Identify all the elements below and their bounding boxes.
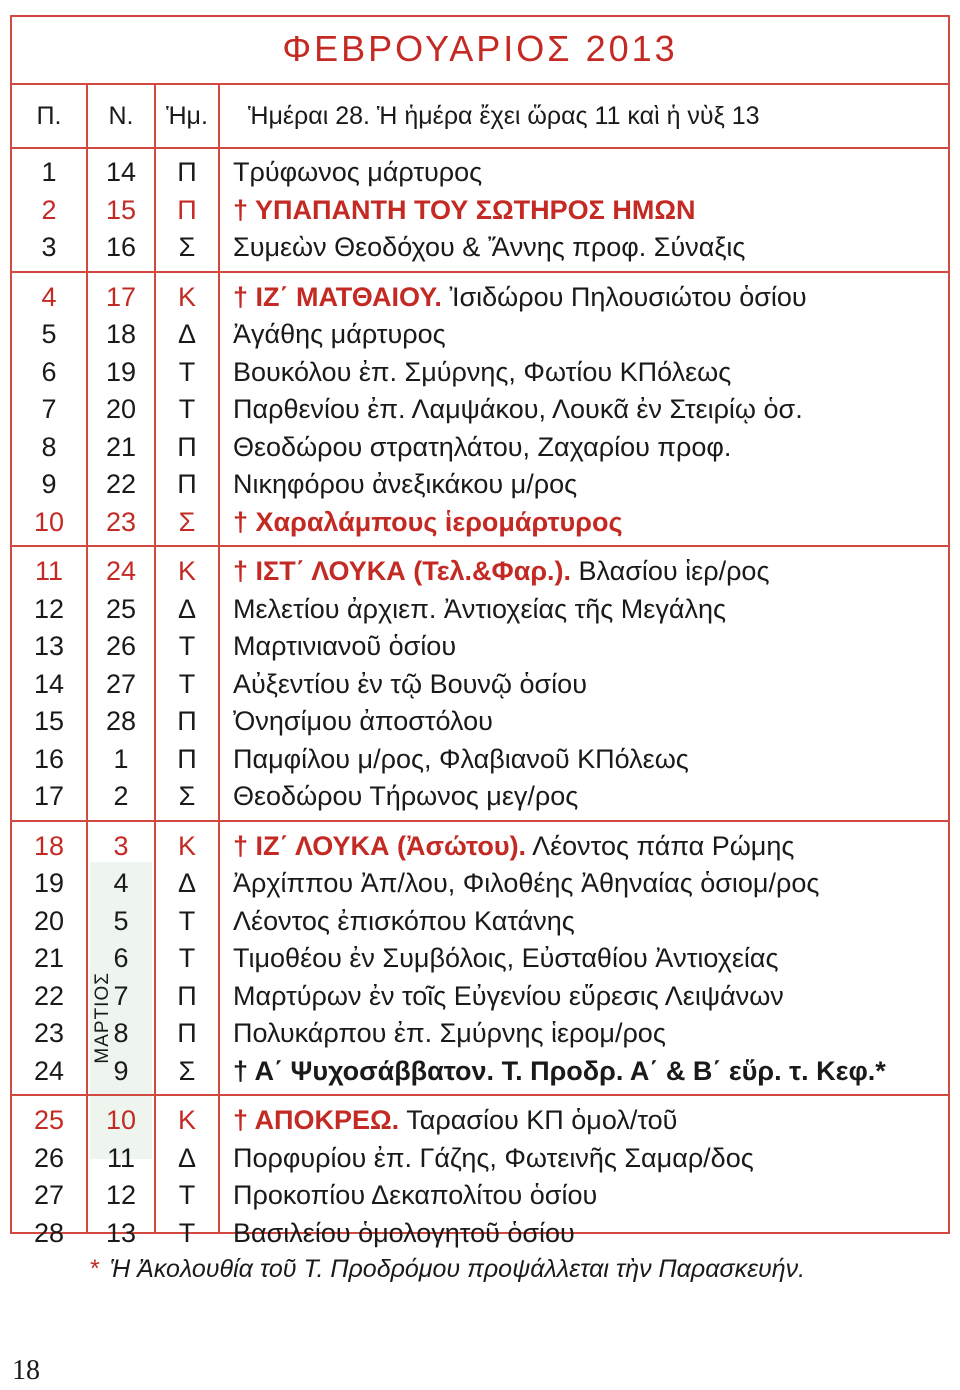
day-number-feb: 17	[33, 781, 65, 811]
march-label: ΜΑΡΤΙΟΣ	[92, 972, 113, 1064]
footnote-star: *	[90, 1255, 100, 1283]
day-row	[12, 903, 948, 940]
day-row	[12, 1102, 948, 1139]
day-row	[12, 703, 948, 740]
weekday-letter: Π	[177, 157, 197, 187]
calendar-frame	[10, 15, 950, 1248]
day-number-feb: 13	[33, 631, 65, 661]
weekday-letter: Κ	[177, 1105, 196, 1135]
feast-text	[233, 741, 689, 778]
header-col-p: Π.	[36, 102, 62, 130]
feast-highlight: † ΙΖ΄ ΛΟΥΚΑ (Ἀσώτου).	[233, 830, 527, 861]
day-number-feb: 2	[41, 194, 57, 225]
feast-text	[233, 1053, 886, 1090]
feast-text	[233, 778, 578, 815]
day-number-old: 4	[113, 868, 129, 898]
feast-saints: Νικηφόρου ἀνεξικάκου μ/ρος	[233, 469, 578, 499]
footnote-text: Ἡ Ἀκολουθία τοῦ Τ. Προδρόμου προψάλλεται τὴν Παρασκευήν.	[109, 1255, 806, 1283]
feast-text	[233, 1177, 597, 1214]
feast-highlight: † ΑΠΟΚΡΕΩ.	[233, 1105, 400, 1135]
day-row	[12, 978, 948, 1015]
day-number-feb: 4	[41, 281, 57, 312]
feast-text	[233, 1102, 677, 1139]
weekday-letter: Τ	[178, 668, 196, 699]
feast-saints: Συμεὼν Θεοδόχου & Ἄννης προφ. Σύναξις	[233, 232, 746, 262]
week-separator	[12, 545, 948, 547]
day-number-old: 24	[105, 556, 137, 586]
day-number-feb: 26	[33, 1142, 65, 1173]
day-number-old: 11	[106, 1142, 136, 1173]
weekday-letter: Π	[177, 743, 197, 774]
weekday-letter: Δ	[177, 593, 197, 624]
day-number-old: 25	[105, 593, 137, 624]
day-number-feb: 20	[33, 905, 65, 936]
day-number-feb: 1	[41, 157, 57, 187]
day-number-old: 28	[105, 706, 137, 736]
weekday-letter: Π	[177, 469, 197, 499]
weekday-letter: Π	[177, 194, 197, 225]
day-number-old: 16	[105, 232, 137, 262]
feast-text	[233, 154, 482, 191]
day-number-feb: 14	[33, 668, 65, 699]
header-info: Ἡμέραι 28. Ἡ ἡμέρα ἔχει ὥρας 11 καὶ ἡ νὺξ 13	[248, 102, 760, 130]
feast-highlight: † ΙΖ΄ ΜΑΤΘΑΙΟΥ.	[233, 281, 442, 312]
day-row	[12, 504, 948, 541]
weekday-letter: Τ	[178, 1217, 196, 1248]
day-number-feb: 9	[41, 469, 57, 499]
feast-saints: Ἀγάθης μάρτυρος	[233, 319, 446, 349]
day-row	[12, 316, 948, 353]
day-number-old: 27	[105, 668, 137, 699]
page-number: 18	[12, 1355, 40, 1386]
feast-text	[233, 940, 779, 977]
day-number-feb: 22	[33, 980, 65, 1011]
day-number-old: 23	[105, 506, 137, 537]
feast-saints: Ὀνησίμου ἀποστόλου	[233, 706, 493, 736]
day-number-old: 17	[105, 281, 137, 312]
day-number-old: 10	[105, 1105, 137, 1135]
day-row	[12, 1053, 948, 1090]
feast-saints: Ταρασίου ΚΠ ὁμολ/τοῦ	[399, 1105, 678, 1135]
day-row	[12, 154, 948, 191]
feast-saints: Βλασίου ἱερ/ρος	[571, 556, 770, 586]
feast-text	[233, 591, 726, 628]
day-row	[12, 778, 948, 815]
feast-text	[233, 192, 695, 229]
feast-saints: Προκοπίου Δεκαπολίτου ὁσίου	[233, 1180, 598, 1210]
week-separator	[12, 820, 948, 822]
weekday-letter: Τ	[178, 905, 196, 936]
day-row	[12, 279, 948, 316]
week-separator	[12, 1094, 948, 1096]
day-number-feb: 16	[33, 743, 65, 774]
day-number-old: 20	[105, 394, 137, 424]
day-number-feb: 10	[33, 506, 65, 537]
day-number-old: 26	[105, 631, 137, 661]
weekday-letter: Σ	[178, 1055, 196, 1086]
day-number-feb: 11	[34, 556, 64, 586]
day-number-feb: 18	[33, 830, 65, 861]
weekday-letter: Κ	[177, 281, 196, 312]
feast-text	[233, 978, 784, 1015]
day-row	[12, 1140, 948, 1177]
feast-saints: Αὐξεντίου ἐν τῷ Βουνῷ ὁσίου	[233, 668, 587, 699]
day-row	[12, 192, 948, 229]
week-separator	[12, 271, 948, 273]
day-number-old: 8	[113, 1018, 129, 1048]
feast-saints: Πολυκάρπου ἐπ. Σμύρνης ἱερομ/ρος	[233, 1018, 666, 1048]
feast-text	[233, 553, 769, 590]
page-title: ΦΕΒΡΟΥΑΡΙΟΣ 2013	[12, 17, 948, 85]
feast-text	[233, 279, 807, 316]
feast-text	[233, 391, 803, 428]
day-row	[12, 828, 948, 865]
feast-saints: Τιμοθέου ἐν Συμβόλοις, Εὐσταθίου Ἀντιοχείας	[233, 943, 779, 973]
feast-saints: Βουκόλου ἐπ. Σμύρνης, Φωτίου ΚΠόλεως	[233, 356, 732, 387]
weekday-letter: Τ	[178, 356, 196, 387]
feast-text	[233, 1140, 754, 1177]
day-number-feb: 23	[33, 1018, 65, 1048]
day-number-feb: 7	[41, 394, 57, 424]
day-row	[12, 1177, 948, 1214]
day-number-old: 15	[105, 194, 137, 225]
weekday-letter: Τ	[178, 631, 196, 661]
weekday-letter: Τ	[178, 943, 196, 973]
day-number-feb: 28	[33, 1217, 65, 1248]
feast-saints: Πορφυρίου ἐπ. Γάζης, Φωτεινῆς Σαμαρ/δος	[233, 1142, 754, 1173]
day-row	[12, 591, 948, 628]
day-row	[12, 1215, 948, 1252]
day-row	[12, 354, 948, 391]
weekday-letter: Π	[177, 980, 197, 1011]
feast-saints: Λέοντος πάπα Ρώμης	[526, 830, 795, 861]
feast-saints: Βασιλείου ὁμολογητοῦ ὁσίου	[233, 1217, 575, 1248]
feast-text	[233, 1015, 666, 1052]
day-number-feb: 21	[33, 943, 65, 973]
feast-text	[233, 903, 575, 940]
feast-text	[233, 466, 577, 503]
day-row	[12, 628, 948, 665]
day-row	[12, 865, 948, 902]
feast-text	[233, 429, 731, 466]
day-number-old: 1	[113, 743, 129, 774]
feast-saints: Θεοδώρου Τήρωνος μεγ/ρος	[233, 781, 579, 811]
day-number-old: 18	[105, 319, 137, 349]
weekday-letter: Κ	[177, 556, 196, 586]
day-number-feb: 6	[41, 356, 57, 387]
header-col-day: Ἡμ.	[166, 102, 208, 130]
feast-saints: Τρύφωνος μάρτυρος	[233, 157, 483, 187]
feast-saints: Ἰσιδώρου Πηλουσιώτου ὁσίου	[441, 281, 807, 312]
feast-text	[233, 703, 493, 740]
day-number-feb: 27	[33, 1180, 65, 1210]
day-row	[12, 741, 948, 778]
weekday-letter: Π	[177, 706, 197, 736]
day-number-old: 13	[105, 1217, 137, 1248]
day-number-old: 22	[105, 469, 137, 499]
day-number-old: 7	[113, 980, 129, 1011]
day-number-feb: 15	[33, 706, 65, 736]
feast-saints: † Α΄ Ψυχοσάββατον. Τ. Προδρ. Α΄ & Β΄ εὕρ. τ. Κεφ.*	[233, 1055, 886, 1086]
header-col-n: Ν.	[108, 102, 134, 130]
day-number-old: 9	[113, 1055, 129, 1086]
feast-highlight: † ΙΣΤ΄ ΛΟΥΚΑ (Τελ.&Φαρ.).	[233, 556, 572, 586]
weekday-letter: Σ	[178, 232, 196, 262]
day-number-feb: 5	[41, 319, 57, 349]
day-number-feb: 24	[33, 1055, 65, 1086]
day-row	[12, 666, 948, 703]
feast-text	[233, 628, 456, 665]
feast-text	[233, 828, 794, 865]
feast-text	[233, 354, 731, 391]
day-number-feb: 8	[41, 431, 57, 462]
weekday-letter: Δ	[177, 1142, 197, 1173]
day-number-feb: 19	[33, 868, 65, 898]
feast-saints: Παμφίλου μ/ρος, Φλαβιανοῦ ΚΠόλεως	[233, 743, 689, 774]
day-number-old: 14	[105, 157, 137, 187]
day-row	[12, 466, 948, 503]
feast-text	[233, 316, 446, 353]
feast-saints: Παρθενίου ἐπ. Λαμψάκου, Λουκᾶ ἐν Στειρίῳ ὁσ.	[233, 394, 803, 424]
day-row	[12, 553, 948, 590]
weekday-letter: Τ	[178, 394, 196, 424]
day-number-feb: 12	[33, 593, 65, 624]
day-row	[12, 1015, 948, 1052]
weekday-letter: Τ	[178, 1180, 196, 1210]
day-row	[12, 429, 948, 466]
feast-highlight: † ΥΠΑΠΑΝΤΗ ΤΟΥ ΣΩΤΗΡΟΣ ΗΜΩΝ	[233, 194, 696, 225]
day-row	[12, 229, 948, 266]
feast-text	[233, 865, 819, 902]
weekday-letter: Δ	[177, 868, 197, 898]
feast-saints: Λέοντος ἐπισκόπου Κατάνης	[233, 905, 575, 936]
feast-text	[233, 1215, 575, 1252]
feast-saints: Μαρτινιανοῦ ὁσίου	[233, 631, 457, 661]
weekday-letter: Π	[177, 431, 197, 462]
day-number-old: 21	[105, 431, 137, 462]
footnote	[90, 1255, 805, 1284]
day-number-old: 19	[105, 356, 137, 387]
weekday-letter: Π	[177, 1018, 197, 1048]
day-number-feb: 3	[41, 232, 57, 262]
day-number-old: 2	[113, 781, 129, 811]
day-number-old: 12	[105, 1180, 137, 1210]
weekday-letter: Δ	[177, 319, 197, 349]
day-number-old: 6	[113, 943, 129, 973]
day-row	[12, 940, 948, 977]
column-header	[12, 85, 948, 149]
feast-saints: Θεοδώρου στρατηλάτου, Ζαχαρίου προφ.	[233, 431, 732, 462]
day-number-old: 5	[113, 905, 129, 936]
weekday-letter: Κ	[177, 830, 196, 861]
day-row	[12, 391, 948, 428]
feast-saints: Ἀρχίππου Ἀπ/λου, Φιλοθέης Ἀθηναίας ὁσιομ/ρος	[233, 868, 820, 898]
weekday-letter: Σ	[178, 506, 196, 537]
feast-saints: Μαρτύρων ἐν τοῖς Εὐγενίου εὕρεσις Λειψάνων	[233, 980, 784, 1011]
feast-text	[233, 229, 745, 266]
feast-highlight: † Χαραλάμπους ἱερομάρτυρος	[233, 506, 623, 537]
day-number-old: 3	[113, 830, 129, 861]
day-number-feb: 25	[33, 1105, 65, 1135]
feast-text	[233, 666, 587, 703]
feast-text	[233, 504, 622, 541]
feast-saints: Μελετίου ἀρχιεπ. Ἀντιοχείας τῆς Μεγάλης	[233, 593, 726, 624]
weekday-letter: Σ	[178, 781, 196, 811]
